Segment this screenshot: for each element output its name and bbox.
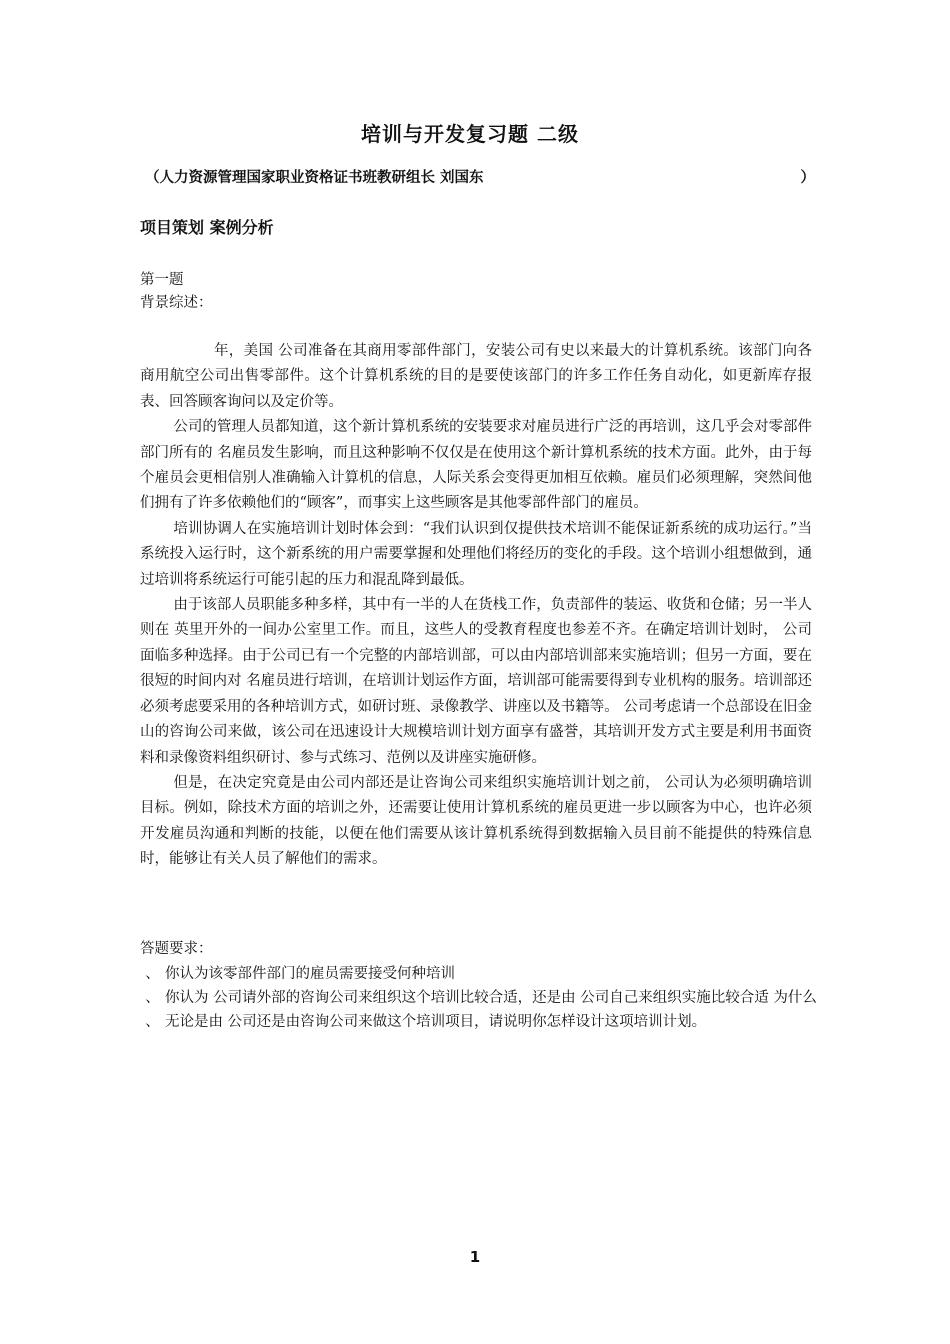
document-subtitle — [145, 166, 815, 187]
list-item — [140, 986, 820, 1010]
list-marker: 、 — [145, 1014, 160, 1030]
list-item — [140, 962, 820, 986]
list-marker: 、 — [145, 990, 160, 1006]
document-title: 培训与开发复习题 二级 — [361, 122, 579, 146]
list-marker: 、 — [145, 966, 160, 982]
subtitle-close-paren: ） — [800, 170, 815, 186]
requirements-list — [140, 962, 820, 1034]
section-heading: 项目策划 案例分析 — [140, 218, 274, 237]
list-item-text: 无论是由 公司还是由咨询公司来做这个培训项目，请说明你怎样设计这项培训计划。 — [165, 1014, 707, 1030]
list-item — [140, 1010, 820, 1034]
question-number: 第一题 — [140, 272, 184, 288]
paragraph: 培训协调人在实施培训计划时体会到：“我们认识到仅提供技术培训不能保证新系统的成功运行。”当系统投入运行时，这个新系统的用户需要掌握和处理他们将经历的变化的手段。这个培训小组想做到，通过培训将系统运行可能引起的压力和混乱降到最低。 — [140, 520, 812, 588]
background-label: 背景综述： — [140, 295, 213, 311]
list-item-text: 你认为 公司请外部的咨询公司来组织这个培训比较合适，还是由 公司自己来组织实施比较合适 为什么 — [165, 990, 817, 1006]
paragraph: 年，美国 公司准备在其商用零部件部门，安装公司有史以来最大的计算机系统。该部门向各商用航空公司出售零部件。这个计算机系统的目的是要使该部门的许多工作任务自动化，如更新库存报表、回答顾客询问以及定价等。 — [140, 343, 812, 410]
paragraph: 公司的管理人员都知道，这个新计算机系统的安装要求对雇员进行广泛的再培训，这几乎会对零部件部门所有的 名雇员发生影响，而且这种影响不仅仅是在使用这个新计算机系统的技术方面。此外，由于每个雇员会更相信别人准确输入计算机的信息，人际关系会变得更加相互依赖。雇员们必须理解，突然间他们拥有了许多依赖他们的“顾客”，而事实上这些顾客是其他零部件部门的雇员。 — [140, 419, 812, 512]
paragraph: 但是，在决定究竟是由公司内部还是让咨询公司来组织实施培训计划之前， 公司认为必须明确培训目标。例如，除技术方面的培训之外，还需要让使用计算机系统的雇员更进一步以顾客为中心，也许必须开发雇员沟通和判断的技能，以便在他们需要从该计算机系统得到数据输入员目前不能提供的特殊信息时，能够让有关人员了解他们的需求。 — [140, 774, 812, 868]
requirements-label: 答题要求： — [140, 941, 213, 957]
page-number: 1 — [469, 1248, 481, 1266]
paragraph: 由于该部人员职能多种多样，其中有一半的人在货栈工作，负责部件的装运、收货和仓储；另一半人则在 英里开外的一间办公室里工作。而且，这些人的受教育程度也参差不齐。在确定培训计划时， 公司面临多种选择。由于公司已有一个完整的内部培训部，可以由内部培训部来实施培训；但另一方面，要在很短的时间内对 名雇员进行培训，在培训计划运作方面，培训部可能需要得到专业机构的服务。培训部还必须考虑要采用的各种培训方式，如研讨班、录像教学、讲座以及书籍等。 公司考虑请一个总部设在旧金山的咨询公司来做，该公司在迅速设计大规模培训计划方面享有盛誉，其培训开发方式主要是利用书面资料和录像资料组织研讨、参与式练习、范例以及讲座实施研修。 — [140, 597, 812, 766]
list-item-text: 你认为该零部件部门的雇员需要接受何种培训 — [165, 966, 455, 982]
case-background — [140, 339, 812, 873]
subtitle-text: （人力资源管理国家职业资格证书班教研组长 刘国东 — [145, 170, 484, 186]
